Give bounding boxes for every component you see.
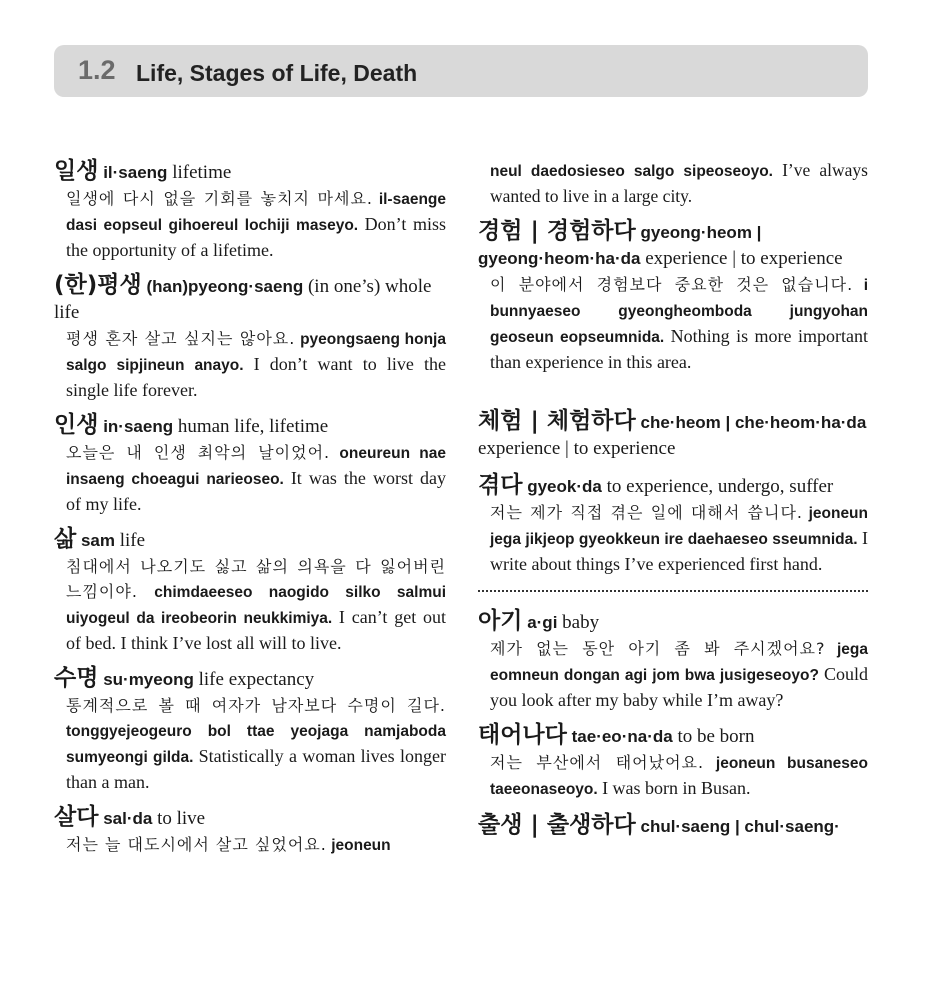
example-korean: 이 분야에서 경험보다 중요한 것은 없습니다. <box>490 275 854 294</box>
headword-romanization: sal·da <box>103 809 153 828</box>
headword-romanization: che·heom | che·heom·ha·da <box>640 413 867 432</box>
example-sentence <box>54 832 446 858</box>
left-column <box>54 158 446 868</box>
section-number: 1.2 <box>78 55 116 85</box>
example-korean: 저는 늘 대도시에서 살고 싶었어요. <box>66 835 327 854</box>
example-translation: I don’t want to live the single life forever. <box>66 354 446 400</box>
headword-korean: (한)평생 <box>54 272 142 298</box>
continued-translation: I’ve always wanted to live in a large city. <box>490 160 868 206</box>
example-romanization: il-saenge dasi eopseul gihoereul lochiji maseyo. <box>66 191 447 234</box>
headword-meaning: human life, lifetime <box>177 416 329 437</box>
headword-romanization: in·saeng <box>103 417 174 436</box>
vocab-entry <box>54 272 446 402</box>
example-sentence <box>54 440 446 516</box>
example-romanization: oneureun nae insaeng choeagui narieoseo. <box>66 445 446 488</box>
example-romanization: jeoneun <box>331 837 391 854</box>
example-sentence <box>54 326 446 402</box>
headword-romanization: sam <box>80 531 115 550</box>
headword <box>54 665 446 693</box>
example-korean: 일생에 다시 없을 기회를 놓치지 마세요. <box>66 189 373 208</box>
headword <box>54 272 446 326</box>
headword-meaning: experience | to experience <box>645 248 843 269</box>
headword-korean: 경험 | 경험하다 <box>478 218 636 244</box>
headword-romanization: gyeok·da <box>527 477 602 496</box>
vocab-entry <box>478 608 868 712</box>
vocab-entry <box>478 812 868 840</box>
headword-korean: 태어나다 <box>478 722 567 748</box>
example-translation: It was the worst day of my life. <box>66 468 447 514</box>
headword <box>478 812 868 840</box>
headword-korean: 살다 <box>54 804 99 830</box>
example-sentence <box>478 750 868 802</box>
example-sentence <box>54 554 446 655</box>
headword-korean: 겪다 <box>478 472 523 498</box>
headword-meaning: to experience, undergo, suffer <box>606 476 834 497</box>
example-romanization: jega eomneun dongan agi jom bwa jusigeseoyo? <box>490 641 868 684</box>
headword <box>54 158 446 186</box>
vocab-entry <box>54 526 446 655</box>
example-romanization: i bunnyaeseo gyeongheomboda jungyohan geoseun eopseumnida. <box>490 277 869 346</box>
headword-romanization: su·myeong <box>103 670 194 689</box>
continued-romanization: neul daedosieseo salgo sipeoseoyo. <box>490 163 773 180</box>
vocab-entry <box>478 472 868 576</box>
headword-korean: 아기 <box>478 608 523 634</box>
example-translation: Could you look after my baby while I’m away? <box>490 664 869 710</box>
example-translation: Nothing is more important than experience in this area. <box>490 326 868 372</box>
example-sentence <box>54 186 446 262</box>
example-korean: 저는 제가 직접 겪은 일에 대해서 씁니다. <box>490 503 804 522</box>
example-translation: I can’t get out of bed. I think I’ve lost all will to live. <box>66 607 447 653</box>
vocab-entry <box>478 722 868 802</box>
example-sentence <box>478 272 868 374</box>
example-korean: 침대에서 나오기도 싫고 삶의 의욕을 다 잃어버린 느낌이야. <box>66 557 446 601</box>
headword <box>478 218 868 272</box>
dotted-divider <box>478 590 868 592</box>
vocab-entry <box>54 158 446 262</box>
headword-meaning: lifetime <box>172 162 232 183</box>
headword-romanization: chul·saeng | chul·saeng· <box>640 817 840 836</box>
headword-korean: 체험 | 체험하다 <box>478 408 636 434</box>
example-korean: 오늘은 내 인생 최악의 날이었어. <box>66 443 331 462</box>
headword-meaning: life expectancy <box>198 669 315 690</box>
headword-meaning: life <box>119 530 146 551</box>
example-korean: 평생 혼자 살고 싶지는 않아요. <box>66 329 296 348</box>
example-romanization: chimdaeeseo naogido silko salmui uiyogeul da ireobeorin neukkimiya. <box>66 584 446 627</box>
right-column <box>478 158 868 850</box>
example-sentence <box>478 636 868 712</box>
headword <box>54 804 446 832</box>
vocab-entry <box>478 408 868 462</box>
example-korean: 통계적으로 볼 때 여자가 남자보다 수명이 길다. <box>66 696 446 715</box>
example-romanization: pyeongsaeng honja salgo sipjineun anayo. <box>66 331 446 374</box>
headword-meaning: experience | to experience <box>478 438 676 459</box>
headword <box>478 722 868 750</box>
section-title: Life, Stages of Life, Death <box>136 60 418 86</box>
headword <box>478 608 868 636</box>
example-romanization: jeoneun busaneseo taeeonaseoyo. <box>490 755 869 798</box>
headword-korean: 출생 | 출생하다 <box>478 812 636 838</box>
headword-meaning: to be born <box>677 726 755 747</box>
headword-korean: 수명 <box>54 665 99 691</box>
headword <box>54 412 446 440</box>
headword-korean: 일생 <box>54 158 99 184</box>
headword-meaning: (in one’s) whole life <box>54 276 432 323</box>
example-translation: I write about things I’ve experienced first hand. <box>490 528 869 574</box>
headword-meaning: to live <box>157 808 206 829</box>
example-sentence <box>478 500 868 576</box>
example-sentence <box>54 693 446 794</box>
vocab-entry <box>54 804 446 858</box>
vocab-entry <box>54 412 446 516</box>
spacer <box>478 384 868 408</box>
headword <box>478 472 868 500</box>
example-translation: Don’t miss the opportunity of a lifetime. <box>66 214 447 260</box>
headword-romanization: gyeong·heom | gyeong·heom·ha·da <box>478 223 762 268</box>
example-romanization: jeoneun jega jikjeop gyeokkeun ire daehaeseo sseumnida. <box>490 505 868 548</box>
headword-korean: 삶 <box>54 526 77 552</box>
headword-korean: 인생 <box>54 412 99 438</box>
headword <box>478 408 868 462</box>
headword-romanization: il·saeng <box>103 163 168 182</box>
example-korean: 저는 부산에서 태어났어요. <box>490 753 705 772</box>
vocab-entry <box>478 218 868 374</box>
example-translation: Statistically a woman lives longer than a man. <box>66 746 446 792</box>
headword-romanization: tae·eo·na·da <box>571 727 673 746</box>
example-translation: I was born in Busan. <box>602 778 751 798</box>
vocab-entry <box>54 665 446 794</box>
headword-romanization: a·gi <box>527 613 558 632</box>
continued-example <box>478 158 868 208</box>
headword <box>54 526 446 554</box>
headword-meaning: baby <box>562 612 600 633</box>
headword-romanization: (han)pyeong·saeng <box>146 277 304 296</box>
example-korean: 제가 없는 동안 아기 좀 봐 주시겠어요? <box>490 639 826 658</box>
section-header <box>54 45 868 97</box>
example-romanization: tonggyejeogeuro bol ttae yeojaga namjaboda sumyeongi gilda. <box>66 723 446 766</box>
